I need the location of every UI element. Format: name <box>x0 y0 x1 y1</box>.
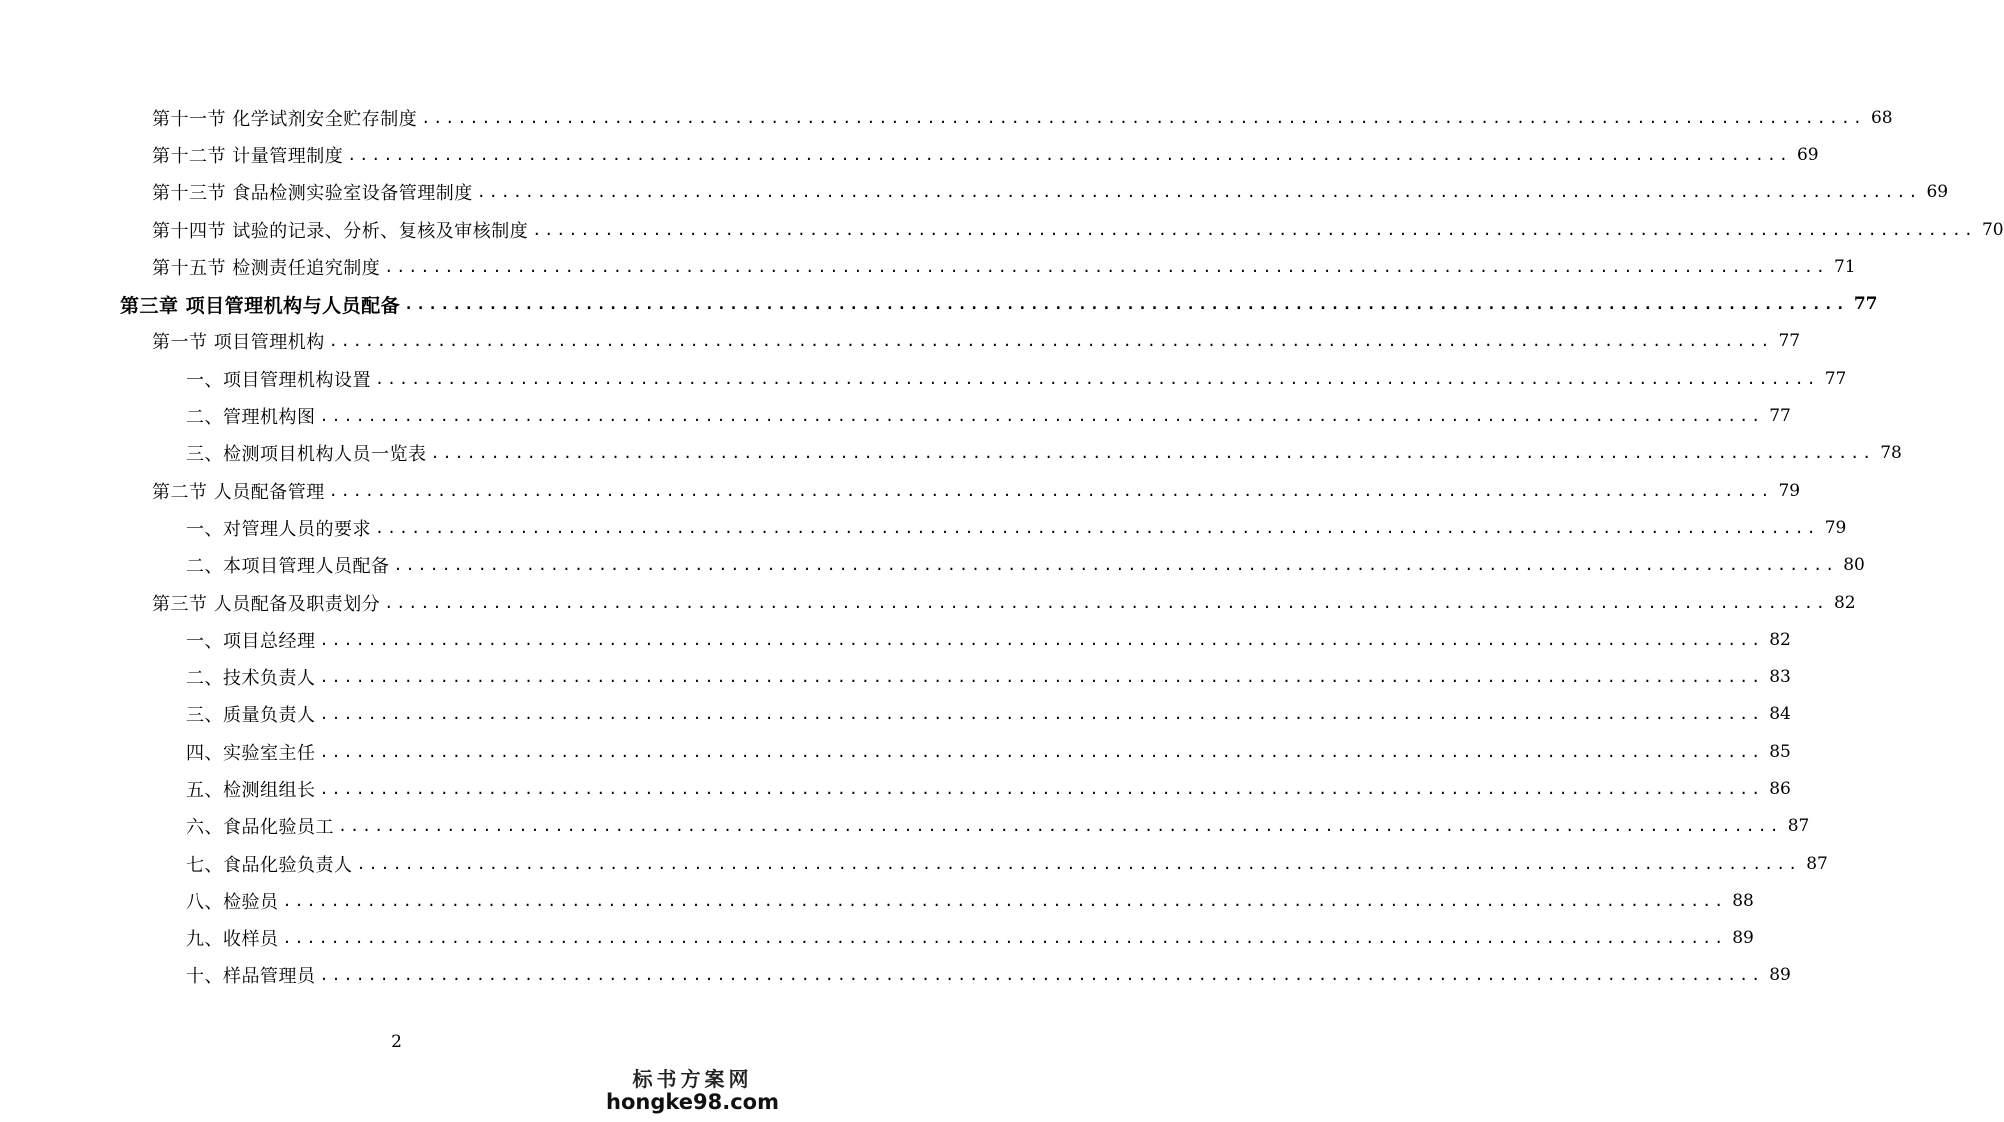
toc-entry-label: 十、样品管理员 <box>186 966 316 988</box>
toc-entry-page: 87 <box>1787 816 1810 837</box>
toc-subsection-entry[interactable] <box>186 547 1865 584</box>
toc-subsection-entry[interactable] <box>186 957 1791 994</box>
toc-subsection-entry[interactable] <box>186 696 1791 733</box>
toc-entry-page: 77 <box>1769 406 1791 427</box>
toc-dot-leader: ........................................................................................................................ <box>338 817 1782 836</box>
toc-entry-label: 第十二节 计量管理制度 <box>152 145 344 167</box>
toc-entry-label: 第十一节 化学试剂安全贮存制度 <box>152 108 418 130</box>
toc-dot-leader: ........................................................................................................................ <box>384 257 1828 276</box>
toc-entry-page: 82 <box>1769 629 1791 650</box>
toc-dot-leader: ........................................................................................................................ <box>282 929 1727 948</box>
toc-entry-page: 82 <box>1833 592 1856 613</box>
toc-subsection-entry[interactable] <box>186 621 1791 658</box>
toc-section-entry[interactable] <box>152 472 1801 509</box>
toc-subsection-entry[interactable] <box>186 435 1902 472</box>
toc-entry-page: 78 <box>1880 443 1902 464</box>
watermark <box>606 1063 779 1114</box>
toc-entry-label: 八、检验员 <box>186 891 279 913</box>
toc-dot-leader: ........................................................................................................................ <box>319 668 1764 687</box>
toc-entry-label: 二、本项目管理人员配备 <box>186 556 390 578</box>
toc-subsection-entry[interactable] <box>186 397 1791 434</box>
table-of-contents <box>0 99 2004 994</box>
toc-entry-page: 86 <box>1769 778 1791 799</box>
toc-entry-label: 第十三节 食品检测实验室设备管理制度 <box>152 183 473 205</box>
toc-entry-label: 一、项目管理机构设置 <box>186 369 371 391</box>
toc-entry-page: 79 <box>1778 480 1801 501</box>
toc-entry-label: 第二节 人员配备管理 <box>152 481 325 503</box>
toc-section-entry[interactable] <box>152 248 1856 285</box>
toc-entry-label: 三、质量负责人 <box>186 705 316 727</box>
toc-subsection-entry[interactable] <box>186 733 1791 770</box>
toc-dot-leader: ........................................................................................................................ <box>356 854 1801 873</box>
watermark-url: hongke98.com <box>606 1090 779 1114</box>
toc-section-entry[interactable] <box>152 323 1801 360</box>
toc-entry-page: 69 <box>1796 144 1819 165</box>
toc-subsection-entry[interactable] <box>186 658 1791 695</box>
toc-entry-label: 一、对管理人员的要求 <box>186 518 371 540</box>
toc-subsection-entry[interactable] <box>186 360 1847 397</box>
toc-dot-leader: ........................................................................................................................ <box>430 444 1875 463</box>
toc-section-entry[interactable] <box>152 174 1949 211</box>
toc-section-entry[interactable] <box>152 136 1819 173</box>
toc-section-entry[interactable] <box>152 99 1893 136</box>
toc-dot-leader: ........................................................................................................................ <box>319 966 1764 985</box>
toc-entry-label: 一、项目总经理 <box>186 630 316 652</box>
toc-dot-leader: ........................................................................................................................ <box>384 593 1828 612</box>
toc-dot-leader: ........................................................................................................................ <box>319 742 1764 761</box>
toc-entry-label: 七、食品化验负责人 <box>186 854 353 876</box>
toc-entry-page: 83 <box>1769 667 1791 688</box>
toc-entry-label: 九、收样员 <box>186 929 279 951</box>
toc-section-entry[interactable] <box>152 211 2004 248</box>
toc-dot-leader: ........................................................................................................................ <box>375 518 1819 537</box>
toc-dot-leader: ........................................................................................................................ <box>404 295 1848 314</box>
toc-entry-page: 69 <box>1926 182 1949 203</box>
toc-entry-page: 77 <box>1853 294 1878 315</box>
toc-subsection-entry[interactable] <box>186 920 1754 957</box>
toc-dot-leader: ........................................................................................................................ <box>347 145 1791 164</box>
toc-entry-page: 84 <box>1769 704 1791 725</box>
toc-entry-label: 第十五节 检测责任追究制度 <box>152 257 381 279</box>
toc-dot-leader: ........................................................................................................................ <box>319 779 1764 798</box>
toc-entry-page: 80 <box>1843 555 1865 576</box>
toc-subsection-entry[interactable] <box>186 845 1828 882</box>
page-number: 2 <box>391 1032 402 1052</box>
toc-entry-page: 89 <box>1769 965 1791 986</box>
toc-entry-page: 88 <box>1732 890 1754 911</box>
toc-entry-label: 四、实验室主任 <box>186 742 316 764</box>
toc-dot-leader: ........................................................................................................................ <box>319 407 1764 426</box>
toc-dot-leader: ........................................................................................................................ <box>328 481 1773 500</box>
toc-entry-page: 85 <box>1769 741 1791 762</box>
toc-dot-leader: ........................................................................................................................ <box>393 556 1838 575</box>
toc-entry-label: 五、检测组组长 <box>186 779 316 801</box>
toc-dot-leader: ........................................................................................................................ <box>532 220 1976 239</box>
toc-dot-leader: ........................................................................................................................ <box>375 369 1819 388</box>
toc-section-entry[interactable] <box>152 584 1856 621</box>
toc-subsection-entry[interactable] <box>186 770 1791 807</box>
toc-dot-leader: ........................................................................................................................ <box>319 705 1764 724</box>
toc-entry-page: 70 <box>1981 219 2004 240</box>
toc-dot-leader: ........................................................................................................................ <box>328 332 1773 351</box>
toc-entry-page: 77 <box>1778 331 1801 352</box>
watermark-name: 标书方案网 <box>632 1067 753 1091</box>
toc-entry-label: 第一节 项目管理机构 <box>152 332 325 354</box>
toc-entry-page: 77 <box>1824 368 1847 389</box>
toc-entry-page: 87 <box>1806 853 1828 874</box>
toc-subsection-entry[interactable] <box>186 882 1754 919</box>
toc-dot-leader: ........................................................................................................................ <box>421 108 1865 127</box>
toc-entry-page: 79 <box>1824 517 1847 538</box>
toc-subsection-entry[interactable] <box>186 808 1810 845</box>
toc-entry-label: 三、检测项目机构人员一览表 <box>186 444 427 466</box>
toc-dot-leader: ........................................................................................................................ <box>319 630 1764 649</box>
toc-chapter-entry[interactable] <box>120 285 1878 322</box>
toc-dot-leader: ........................................................................................................................ <box>476 183 1921 202</box>
toc-entry-label: 六、食品化验员工 <box>186 817 334 839</box>
toc-entry-page: 89 <box>1732 928 1754 949</box>
toc-dot-leader: ........................................................................................................................ <box>282 891 1727 910</box>
toc-entry-label: 二、管理机构图 <box>186 407 316 429</box>
toc-entry-page: 68 <box>1870 107 1893 128</box>
toc-subsection-entry[interactable] <box>186 509 1847 546</box>
toc-entry-label: 二、技术负责人 <box>186 668 316 690</box>
toc-entry-label: 第三章 项目管理机构与人员配备 <box>120 294 401 317</box>
toc-entry-page: 71 <box>1833 256 1856 277</box>
toc-entry-label: 第三节 人员配备及职责划分 <box>152 593 381 615</box>
toc-entry-label: 第十四节 试验的记录、分析、复核及审核制度 <box>152 220 529 242</box>
